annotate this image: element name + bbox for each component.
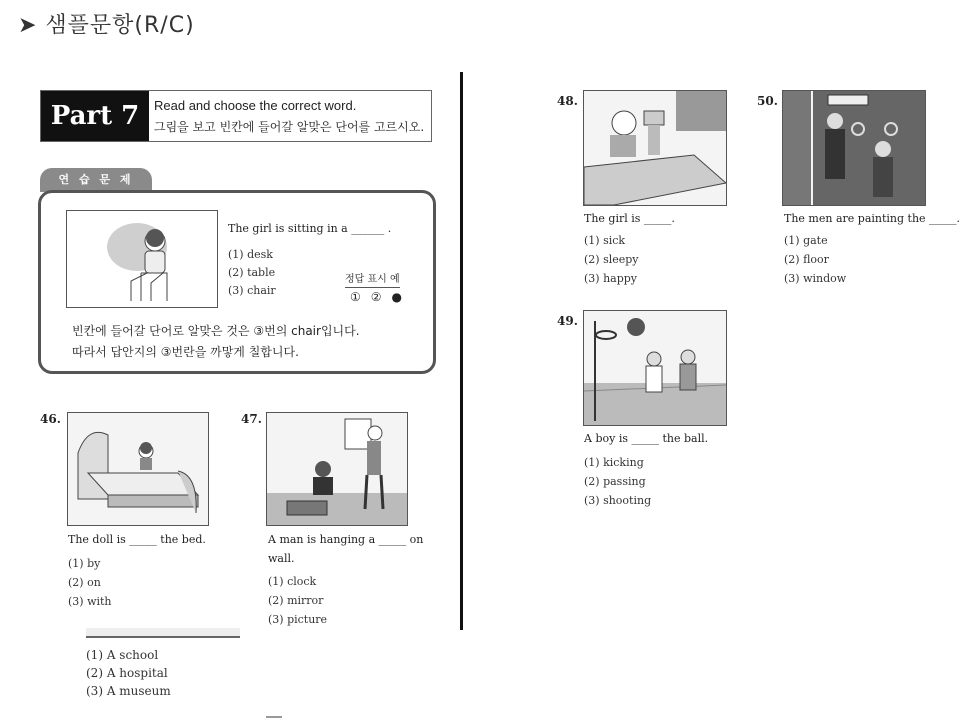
man-hanging-picture-image [266,412,408,526]
option-3: (3) picture [268,613,328,626]
option-1: (1) gate [784,234,828,247]
example-question: The girl is sitting in a ______ . [228,222,392,235]
part-label: Part 7 [41,91,149,141]
answer-mark-2: ② [370,290,382,304]
question-text: The girl is _____. [584,212,675,225]
question-text: The doll is _____ the bed. [68,533,206,546]
question-number: 50. [757,94,778,108]
example-explanation-2: 따라서 답안지의 ③번란을 까맣게 칠합니다. [72,345,299,359]
question-number: 46. [40,412,61,426]
option-1: (1) by [68,557,101,570]
partial-image-fragment [86,628,240,638]
overflow-option-2: (2) A hospital [86,666,168,680]
option-1: (1) clock [268,575,317,588]
answer-mark-3: ● [391,290,403,304]
option-2: (2) floor [784,253,829,266]
answer-marks [350,290,412,304]
girl-sitting-image [66,210,218,308]
example-tab: 연 습 문 제 [40,168,152,192]
page-edge-mark [266,716,282,718]
question-text: The men are painting the _____. [784,212,961,225]
option-2: (2) mirror [268,594,324,607]
option-3: (3) happy [584,272,638,285]
men-painting-gate-image [782,90,926,206]
instruction-en: Read and choose the correct word. [154,98,357,113]
question-number: 47. [241,412,262,426]
slide-title: ➤ 샘플문항(R/C) [18,13,195,38]
option-1: (1) kicking [584,456,644,469]
option-2: (2) sleepy [584,253,639,266]
example-explanation-1: 빈칸에 들어갈 단어로 알맞은 것은 ③번의 chair입니다. [72,324,360,338]
answer-example-label: 정답 표시 예 [345,270,400,288]
example-option-3: (3) chair [228,284,276,297]
question-text: A boy is _____ the ball. [584,432,709,445]
example-option-1: (1) desk [228,248,273,261]
option-2: (2) on [68,576,101,589]
instruction-ko: 그림을 보고 빈칸에 들어갈 알맞은 단어를 고르시오. [154,120,425,134]
question-number: 48. [557,94,578,108]
question-text-line-2: wall. [268,552,295,565]
doll-bed-image [67,412,209,526]
example-option-2: (2) table [228,266,276,279]
overflow-option-1: (1) A school [86,648,159,662]
option-3: (3) window [784,272,847,285]
boys-basketball-image [583,310,727,426]
option-3: (3) with [68,595,112,608]
question-text-line-1: A man is hanging a _____ on [268,533,424,546]
part-header [40,90,432,142]
option-1: (1) sick [584,234,626,247]
sick-girl-image [583,90,727,206]
overflow-option-3: (3) A museum [86,684,171,698]
column-divider [460,72,463,630]
question-number: 49. [557,314,578,328]
option-2: (2) passing [584,475,646,488]
answer-mark-1: ① [350,290,361,304]
option-3: (3) shooting [584,494,652,507]
